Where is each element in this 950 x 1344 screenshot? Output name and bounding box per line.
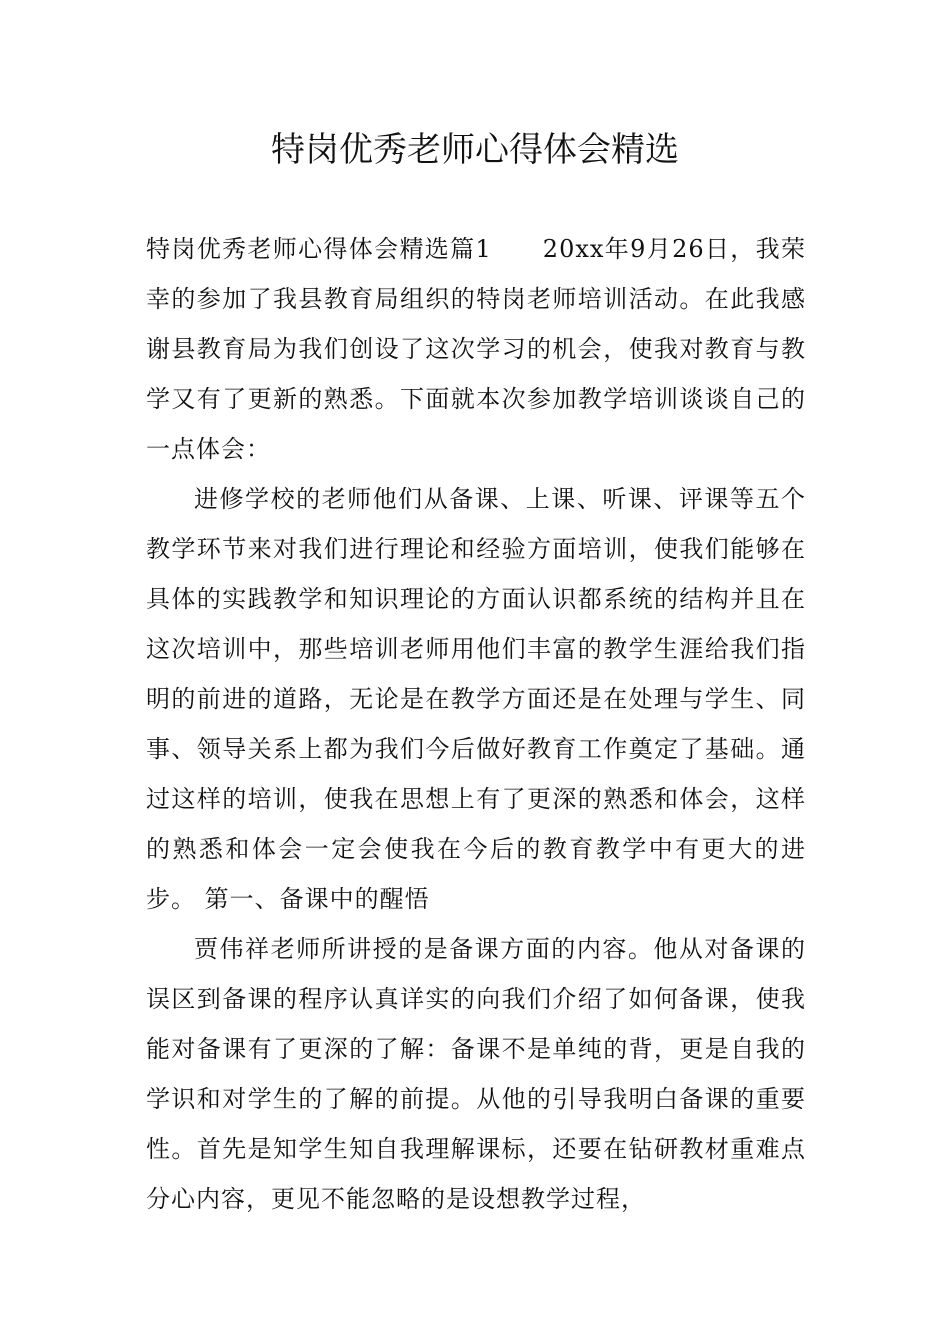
paragraph-lesson-prep: 贾伟祥老师所讲授的是备课方面的内容。他从对备课的误区到备课的程序认真详实的向我们介绍了如何备课，使我能对备课有了更深的了解：备课不是单纯的背，更是自我的学识和对学生的了解的前提。从他的引导我明白备课的重要性。首先是知学生知自我理解课标，还要在钻研教材重难点分心内容，更见不能忽略的是设想教学过程，	[146, 935, 806, 1213]
paragraph-intro: 特岗优秀老师心得体会精选篇1 20xx年9月26日，我荣幸的参加了我县教育局组织的特岗老师培训活动。在此我感谢县教育局为我们创设了这次学习的机会，使我对教育与教学又有了更新的熟悉。下面就本次参加教学培训谈谈自己的一点体会：	[146, 235, 806, 463]
paragraph-training: 进修学校的老师他们从备课、上课、听课、评课等五个教学环节来对我们进行理论和经验方面培训，使我们能够在具体的实践教学和知识理论的方面认识都系统的结构并且在这次培训中，那些培训老师用他们丰富的教学生涯给我们指明的前进的道路，无论是在教学方面还是在处理与学生、同事、领导关系上都为我们今后做好教育工作奠定了基础。通过这样的培训，使我在思想上有了更深的熟悉和体会，这样的熟悉和体会一定会使我在今后的教育教学中有更大的进步。 第一、备课中的醒悟	[146, 485, 806, 913]
document-title: 特岗优秀老师心得体会精选	[271, 130, 679, 170]
document-body	[146, 224, 806, 1224]
